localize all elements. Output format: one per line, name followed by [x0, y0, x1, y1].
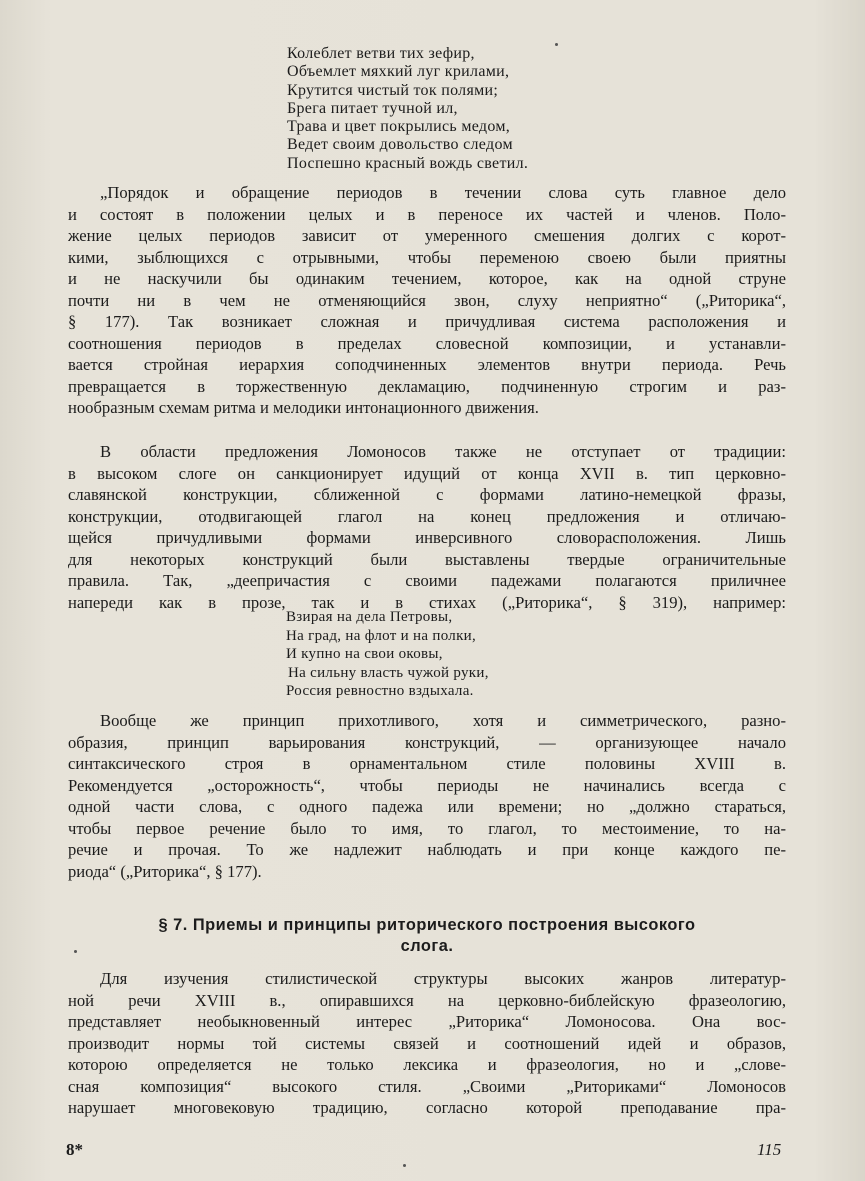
print-speck	[555, 43, 558, 46]
text-line: щейся причудливыми формами инверсивного словорасположения. Лишь	[68, 528, 786, 548]
text-line: нообразным схемам ритма и мелодики интонационного движения.	[68, 398, 539, 418]
verse-line: Поспешно красный вождь светил.	[287, 154, 529, 172]
text-line: превращается в торжественную декламацию, подчиненную строгим и раз-	[68, 376, 786, 396]
text-line: и не наскучили бы одинаким течением, которое, как на одной струне	[68, 269, 786, 289]
verse-line: На град, на флот и на полки,	[286, 627, 477, 644]
heading-line: § 7. Приемы и принципы риторического построения высокого	[158, 916, 696, 934]
verse-line: И купно на свои оковы,	[286, 646, 443, 662]
text-line: напереди как в прозе, так и в стихах („Риторика“, § 319), например:	[68, 592, 786, 612]
text-line: Вообще же принцип прихотливого, хотя и симметрического, разно-	[100, 711, 786, 730]
verse-line: Объемлет мяхкий луг крилами,	[287, 63, 510, 81]
text-line: вается стройная иерархия соподчиненных элементов внутри периода. Речь	[68, 355, 786, 375]
text-line: § 177). Так возникает сложная и причудливая система расположения и	[68, 312, 786, 332]
text-line: производит нормы той системы связей и соотношений идей и образов,	[68, 1033, 786, 1053]
verse-line: Трава и цвет покрылись медом,	[287, 118, 511, 136]
text-line: чтобы первое речение было то имя, то глагол, то местоимение, то на-	[68, 818, 786, 838]
text-line: сная композиция“ высокого стиля. „Своими „Риториками“ Ломоносов	[68, 1076, 786, 1096]
text-line: синтаксического строя в орнаментальном стиле половины XVIII в.	[68, 754, 786, 774]
page-number: 115	[757, 1140, 782, 1159]
text-line: соотношения периодов в пределах словесной композиции, и устанавли-	[68, 333, 786, 353]
text-line: образия, принцип варьирования конструкций, — организующее начало	[68, 732, 786, 752]
paragraph-variety-principle	[68, 710, 786, 882]
text-line: и состоят в положении целых и в переносе их частей и членов. Поло-	[68, 204, 786, 224]
text-line: Для изучения стилистической структуры высоких жанров литератур-	[100, 969, 786, 988]
paragraph-sentence-tradition	[68, 441, 786, 613]
verse-quote-petrovy	[286, 608, 489, 701]
text-line: ной речи XVIII в., опиравшихся на церковно-библейскую фразеологию,	[68, 990, 786, 1010]
verse-line: Взирая на дела Петровы,	[286, 609, 453, 625]
text-line: риода“ („Риторика“, § 177).	[68, 861, 262, 881]
text-line: жение целых периодов зависит от умеренного смешения долгих с корот-	[68, 226, 786, 246]
text-line: правила. Так, „деепричастия с своими падежами полагаются приличнее	[68, 571, 786, 591]
text-line: в высоком слоге он санкционирует идущий от конца XVII в. тип церковно-	[68, 463, 786, 483]
verse-quote-zefir	[287, 45, 528, 173]
text-line: „Порядок и обращение периодов в течении слова суть главное дело	[100, 183, 786, 202]
heading-line: слога.	[400, 937, 454, 955]
verse-line: Ведет своим довольство следом	[287, 136, 513, 154]
text-line: нарушает многовековую традицию, согласно которой преподавание пра-	[68, 1098, 786, 1118]
verse-line: Россия ревностно вздыхала.	[286, 683, 474, 699]
text-line: которою определяется не только лексика и фразеология, но и „слове-	[68, 1055, 786, 1075]
verse-line: Крутится чистый ток полями;	[287, 81, 499, 99]
text-line: одной части слова, с одного падежа или времени; но „должно стараться,	[68, 797, 786, 817]
paragraph-period-order	[68, 182, 786, 419]
verse-line: На сильну власть чужой руки,	[288, 664, 489, 681]
text-line: конструкции, отодвигающей глагол на конец предложения и отличаю-	[68, 506, 786, 526]
verse-line: Брега питает тучной ил,	[287, 99, 458, 117]
text-line: Рекомендуется „осторожность“, чтобы периоды не начинались всегда с	[68, 775, 786, 795]
text-line: славянской конструкции, сближенной с формами латино-немецкой фразы,	[68, 485, 786, 505]
text-line: представляет необыкновенный интерес „Риторика“ Ломоносова. Она вос-	[68, 1012, 786, 1032]
section-heading	[68, 915, 786, 957]
text-line: речие и прочая. То же надлежит наблюдать и при конце каждого пе-	[68, 840, 786, 860]
text-line: для некоторых конструкций были выставлены твердые ограничительные	[68, 549, 786, 569]
print-speck	[74, 950, 77, 953]
print-speck	[403, 1164, 406, 1167]
text-line: В области предложения Ломоносов также не отступает от традиции:	[100, 442, 786, 461]
text-line: кими, зыблющихся с отрывными, чтобы переменою своею были приятны	[68, 247, 786, 267]
paragraph-rhetoric-study	[68, 968, 786, 1119]
verse-line: Колеблет ветви тих зефир,	[287, 45, 475, 62]
text-line: почти ни в чем не отменяющийся звон, слуху неприятно“ („Риторика“,	[68, 290, 786, 310]
printer-signature-mark: 8*	[66, 1140, 83, 1159]
